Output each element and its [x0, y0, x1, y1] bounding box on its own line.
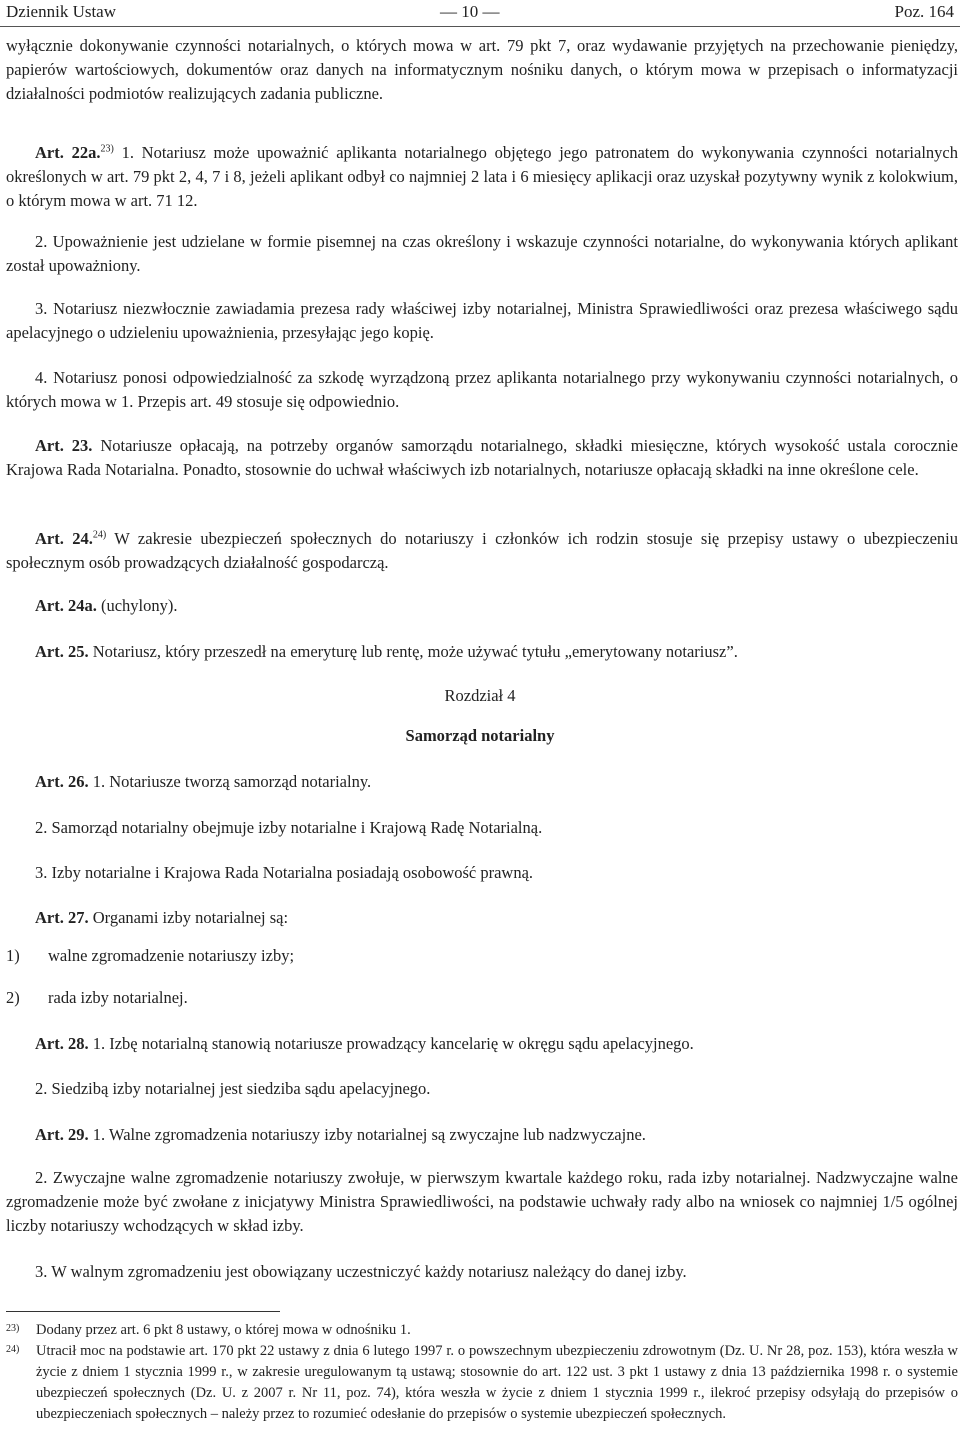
article-29-par-2: 2. Zwyczajne walne zgromadzenie notariuszy zwołuje, w pierwszym kwartale każdego roku, rada izby notarialnej. Nadzwyczajne walne zgromadzenie może być zwołane z inicjatywy Ministra Sprawiedliwości, na podstawie uchwały rady albo na wniosek co najmniej 1/5 ogólnej liczby notariuszy wchodzących w skład izby.: [6, 1168, 958, 1235]
article-29-par-3: 3. W walnym zgromadzeniu jest obowiązany uczestniczyć każdy notariusz należący do danej izby.: [35, 1262, 687, 1281]
list-number: 1): [6, 946, 20, 965]
list-text: rada izby notarialnej.: [48, 988, 188, 1007]
article-22a-par-2: 2. Upoważnienie jest udzielane w formie pisemnej na czas określony i wskazuje czynności notarialne, do wykonywania których aplikant został upoważniony.: [6, 232, 958, 275]
article-26-par-3: 3. Izby notarialne i Krajowa Rada Notarialna posiadają osobowość prawną.: [35, 863, 534, 882]
list-number: 2): [6, 988, 20, 1007]
article-text: Notariusz, który przeszedł na emeryturę lub rentę, może używać tytułu „emerytowany notariusz”.: [88, 642, 738, 661]
article-label: Art. 24a.: [35, 596, 97, 615]
page-number: — 10 —: [440, 2, 500, 21]
list-text: walne zgromadzenie notariuszy izby;: [48, 946, 295, 965]
article-text: W zakresie ubezpieczeń społecznych do notariuszy i członków ich rodzin stosuje się przepisy ustawy o ubezpieczeniu społecznym osób prowadzących działalność gospodarczą.: [6, 529, 958, 572]
article-24: [6, 527, 958, 575]
page-header: [0, 0, 960, 27]
footnote-separator: [6, 1311, 280, 1312]
chapter-title: Samorząd notarialny: [405, 726, 555, 745]
article-28-par-1: [6, 1032, 958, 1056]
article-text: 1. Notariusze tworzą samorząd notarialny.: [88, 772, 372, 791]
article-22a-par-4: 4. Notariusz ponosi odpowiedzialność za szkodę wyrządzoną przez aplikanta notarialnego przy wykonywaniu czynności notarialnych, o których mowa w 1. Przepis art. 49 stosuje się odpowiednio.: [6, 368, 958, 411]
article-27: [6, 906, 958, 930]
list-item: [6, 988, 188, 1008]
article-26-par-1: [6, 770, 958, 794]
footnote-ref[interactable]: 24): [92, 529, 107, 541]
article-text: Organami izby notarialnej są:: [88, 908, 289, 927]
article-text: 1. Walne zgromadzenia notariuszy izby notarialnej są zwyczajne lub nadzwyczajne.: [88, 1125, 646, 1144]
footnote-mark: 24): [6, 1344, 20, 1355]
position-number: Poz. 164: [894, 2, 954, 21]
article-label: Art. 26.: [35, 772, 89, 791]
journal-title: Dziennik Ustaw: [6, 2, 117, 21]
list-item: [6, 946, 294, 966]
footnote: [6, 1341, 958, 1425]
article-label: Art. 29.: [35, 1125, 89, 1144]
article-22a-par-3: 3. Notariusz niezwłocznie zawiadamia prezesa rady właściwej izby notarialnej, Ministra Sprawiedliwości oraz prezesa właściwego sądu apelacyjnego o udzieleniu upoważnienia, przesyłając jego kopię.: [6, 299, 958, 342]
continued-paragraph: wyłącznie dokonywanie czynności notarialnych, o których mowa w art. 79 pkt 7, oraz wydawanie przyjętych na przechowanie pieniędzy, papierów wartościowych, dokumentów oraz danych na informatycznym nośniku danych, o którym mowa w przepisach o informatyzacji działalności podmiotów realizujących zadania publiczne.: [6, 36, 958, 103]
article-text: 1. Izbę notarialną stanowią notariusze prowadzący kancelarię w okręgu sądu apelacyjnego.: [88, 1034, 694, 1053]
article-text: (uchylony).: [96, 596, 178, 615]
article-label: Art. 23.: [35, 436, 93, 455]
article-label: Art. 25.: [35, 642, 89, 661]
article-22a-par-1: [6, 141, 958, 213]
footnote-ref[interactable]: 23): [100, 143, 114, 155]
article-29-par-1: [6, 1123, 958, 1147]
article-25: [6, 640, 958, 664]
article-text: 1. Notariusz może upoważnić aplikanta notarialnego objętego jego patronatem do wykonywania czynności notarialnych określonych w art. 79 pkt 2, 4, 7 i 8, jeżeli aplikant odbył co najmniej 2 lata i 6 miesięcy aplikacji oraz uzyskał pozytywny wynik z kolokwium, o którym mowa w art. 71 12.: [6, 143, 959, 210]
footnote-mark: 23): [6, 1323, 20, 1334]
article-23: [6, 434, 958, 482]
chapter-number: Rozdział 4: [444, 686, 516, 705]
footnote-text: Dodany przez art. 6 pkt 8 ustawy, o której mowa w odnośniku 1.: [36, 1322, 411, 1338]
article-label: Art. 28.: [35, 1034, 89, 1053]
article-28-par-2: 2. Siedzibą izby notarialnej jest siedziba sądu apelacyjnego.: [35, 1079, 431, 1098]
footnote-text: Utracił moc na podstawie art. 170 pkt 22 ustawy z dnia 6 lutego 1997 r. o powszechnym ubezpieczeniu zdrowotnym (Dz. U. Nr 28, poz. 153), która weszła w życie z dniem 1 stycznia 1999 r., w zakresie uregulowanym tą ustawą; stosownie do art. 122 ust. 3 pkt 1 ustawy z dnia 13 października 1998 r. o systemie ubezpieczeń społecznych (Dz. U. z 2007 r. Nr 11, poz. 74), która weszła w życie z dniem 1 stycznia 1999 r., ilekroć przepisy odsyłają do przepisów o ubezpieczeniach społecznych – należy przez to rozumieć odesłanie do przepisów o systemie ubezpieczeń społecznych.: [36, 1343, 958, 1422]
article-26-par-2: 2. Samorząd notarialny obejmuje izby notarialne i Krajową Radę Notarialną.: [35, 818, 543, 837]
article-24a: [6, 594, 958, 618]
article-label: Art. 24.: [35, 529, 93, 548]
footnote: [6, 1320, 958, 1341]
article-label: Art. 22a.: [35, 143, 101, 162]
article-text: Notariusze opłacają, na potrzeby organów samorządu notarialnego, składki miesięczne, których wysokość ustala corocznie Krajowa Rada Notarialna. Ponadto, stosownie do uchwał właściwych izb notarialnych, notariusze opłacają składki na inne określone cele.: [6, 436, 959, 479]
article-label: Art. 27.: [35, 908, 89, 927]
